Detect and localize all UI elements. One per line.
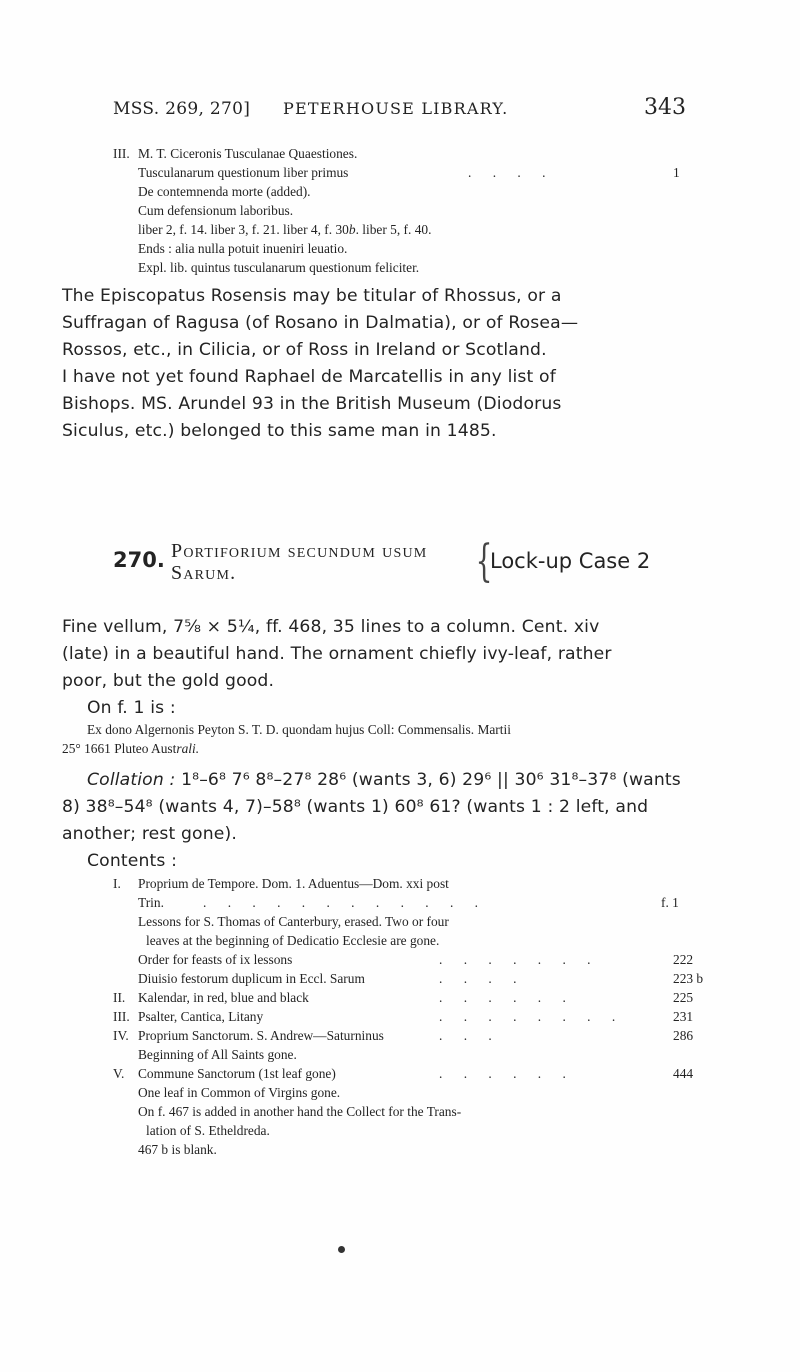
- contents-text: On f. 467 is added in another hand the Collect for the Trans-: [138, 1104, 462, 1119]
- header-title: PETERHOUSE LIBRARY.: [283, 99, 509, 118]
- paragraph-line: Siculus, etc.) belonged to this same man in 1485.: [62, 421, 497, 441]
- contents-label: I.: [113, 876, 121, 891]
- contents-text: lation of S. Etheldreda.: [146, 1123, 270, 1138]
- paragraph-line: The Episcopatus Rosensis may be titular of Rhossus, or a: [62, 286, 562, 306]
- dot-leader: . . . . . .: [439, 1066, 575, 1081]
- section-line: De contemnenda morte (added).: [138, 184, 311, 199]
- contents-heading: Contents :: [87, 851, 178, 871]
- contents-row: [113, 1027, 693, 1046]
- contents-row: [113, 1065, 693, 1084]
- contents-page: 223 b: [673, 971, 704, 986]
- collation: [62, 767, 752, 875]
- contents-text: Kalendar, in red, blue and black: [138, 990, 309, 1005]
- description: [62, 614, 742, 722]
- contents-text: 467 b is blank.: [138, 1142, 217, 1157]
- commentary-paragraph: [62, 283, 742, 445]
- contents-text: Trin.: [138, 895, 164, 910]
- contents-text: Commune Sanctorum (1st leaf gone): [138, 1066, 336, 1081]
- description-line: poor, but the gold good.: [62, 671, 275, 691]
- contents-row: [113, 1141, 693, 1160]
- contents-label: V.: [113, 1066, 125, 1081]
- paragraph-line: Bishops. MS. Arundel 93 in the British Museum (Diodorus: [62, 394, 562, 414]
- inscription-italic: rali.: [176, 740, 200, 756]
- contents-label: III.: [113, 1009, 130, 1024]
- contents-text: leaves at the beginning of Dedicatio Ecclesie are gone.: [146, 933, 440, 948]
- contents-row: [113, 875, 693, 894]
- dot-leader: . . .: [439, 1028, 501, 1043]
- folio-suffix: b: [348, 222, 356, 237]
- contents-row: [113, 989, 693, 1008]
- contents-row: [113, 970, 704, 989]
- liber-5-ref: . liber 5, f. 40.: [355, 222, 432, 237]
- ink-dot: [338, 1246, 345, 1253]
- contents-row: [113, 951, 693, 970]
- collation-line: [62, 767, 752, 794]
- contents-text: Psalter, Cantica, Litany: [138, 1009, 264, 1024]
- contents-row: [113, 1008, 693, 1027]
- contents-text: Proprium Sanctorum. S. Andrew—Saturninus: [138, 1028, 384, 1043]
- dot-leader: . . . . . .: [439, 990, 575, 1005]
- section-line: Expl. lib. quintus tusculanarum questionum feliciter.: [138, 260, 420, 275]
- contents-text: Proprium de Tempore. Dom. 1. Aduentus—Dom. xxi post: [138, 876, 449, 891]
- liber-refs: liber 2, f. 14. liber 3, f. 21. liber 4, f. 30: [138, 222, 349, 237]
- collation-line: another; rest gone).: [62, 824, 237, 844]
- paragraph-line: I have not yet found Raphael de Marcatellis in any list of: [62, 367, 556, 387]
- paragraph-line: Suffragan of Ragusa (of Rosano in Dalmatia), or of Rosea—: [62, 313, 579, 333]
- dot-leader: . . . .: [468, 165, 555, 180]
- entry-title-line: Portiforium secundum usum: [171, 540, 428, 562]
- contents-row: [113, 1046, 693, 1065]
- entry-number: 270.: [113, 548, 165, 572]
- contents-page: 444: [673, 1066, 694, 1081]
- contents-list: [113, 875, 704, 1160]
- description-line: (late) in a beautiful hand. The ornament chiefly ivy-leaf, rather: [62, 644, 612, 664]
- running-header: [113, 95, 686, 125]
- dot-leader: . . . . . . .: [439, 952, 600, 967]
- section-iii: [113, 145, 680, 278]
- contents-text: One leaf in Common of Virgins gone.: [138, 1085, 341, 1100]
- contents-page: f. 1: [661, 895, 679, 910]
- section-line: [138, 221, 431, 240]
- contents-row: [113, 1084, 693, 1103]
- contents-label: II.: [113, 990, 126, 1005]
- description-line: Fine vellum, 7⅝ × 5¼, ff. 468, 35 lines to a column. Cent. xiv: [62, 617, 600, 637]
- inscription-line: [62, 740, 742, 759]
- section-line: Cum defensionum laboribus.: [138, 203, 294, 218]
- contents-text: Lessons for S. Thomas of Canterbury, erased. Two or four: [138, 914, 449, 929]
- contents-page: 225: [673, 990, 694, 1005]
- entry-title-line: Sarum.: [171, 562, 237, 584]
- contents-row: [113, 894, 693, 913]
- shelf-location: Lock-up Case 2: [490, 549, 651, 573]
- page-ref: 1: [673, 165, 680, 180]
- on-f1-line: On f. 1 is :: [87, 698, 176, 718]
- inscription-line: Ex dono Algernonis Peyton S. T. D. quondam hujus Coll: Commensalis. Martii: [87, 722, 511, 737]
- page-number: 343: [644, 95, 686, 120]
- section-line: Ends : alia nulla potuit inueniri leuatio.: [138, 241, 348, 256]
- contents-row: [113, 932, 693, 951]
- contents-text: Beginning of All Saints gone.: [138, 1047, 297, 1062]
- section-label: III.: [113, 146, 130, 161]
- collation-line: 8) 38⁸–54⁸ (wants 4, 7)–58⁸ (wants 1) 60⁸ 61? (wants 1 : 2 left, and: [62, 797, 649, 817]
- contents-row: [113, 1103, 693, 1122]
- contents-text: Order for feasts of ix lessons: [138, 952, 293, 967]
- contents-row: [113, 1122, 693, 1141]
- collation-label: Collation :: [87, 770, 176, 790]
- inscription-text: 25° 1661 Pluteo Aust: [62, 740, 177, 756]
- collation-text: 1⁸–6⁸ 7⁶ 8⁸–27⁸ 28⁶ (wants 3, 6) 29⁶ || 30⁶ 31⁸–37⁸ (wants: [181, 770, 681, 790]
- header-shelfmark: MSS. 269, 270]: [113, 99, 251, 119]
- inscription: [62, 721, 742, 758]
- dot-leader: . . . . . . . . . . . .: [203, 895, 487, 910]
- section-line: Tusculanarum questionum liber primus: [138, 165, 349, 180]
- contents-label: IV.: [113, 1028, 129, 1043]
- dot-leader: . . . . . . . .: [439, 1009, 625, 1024]
- entry-title: [171, 540, 427, 584]
- contents-page: 231: [673, 1009, 694, 1024]
- contents-page: 286: [673, 1028, 694, 1043]
- section-line: M. T. Ciceronis Tusculanae Quaestiones.: [138, 146, 358, 161]
- paragraph-line: Rossos, etc., in Cilicia, or of Ross in Ireland or Scotland.: [62, 340, 547, 360]
- contents-page: 222: [673, 952, 694, 967]
- contents-row: [113, 913, 693, 932]
- brace: {: [475, 536, 493, 587]
- dot-leader: . . . .: [439, 971, 526, 986]
- contents-text: Diuisio festorum duplicum in Eccl. Sarum: [138, 971, 365, 986]
